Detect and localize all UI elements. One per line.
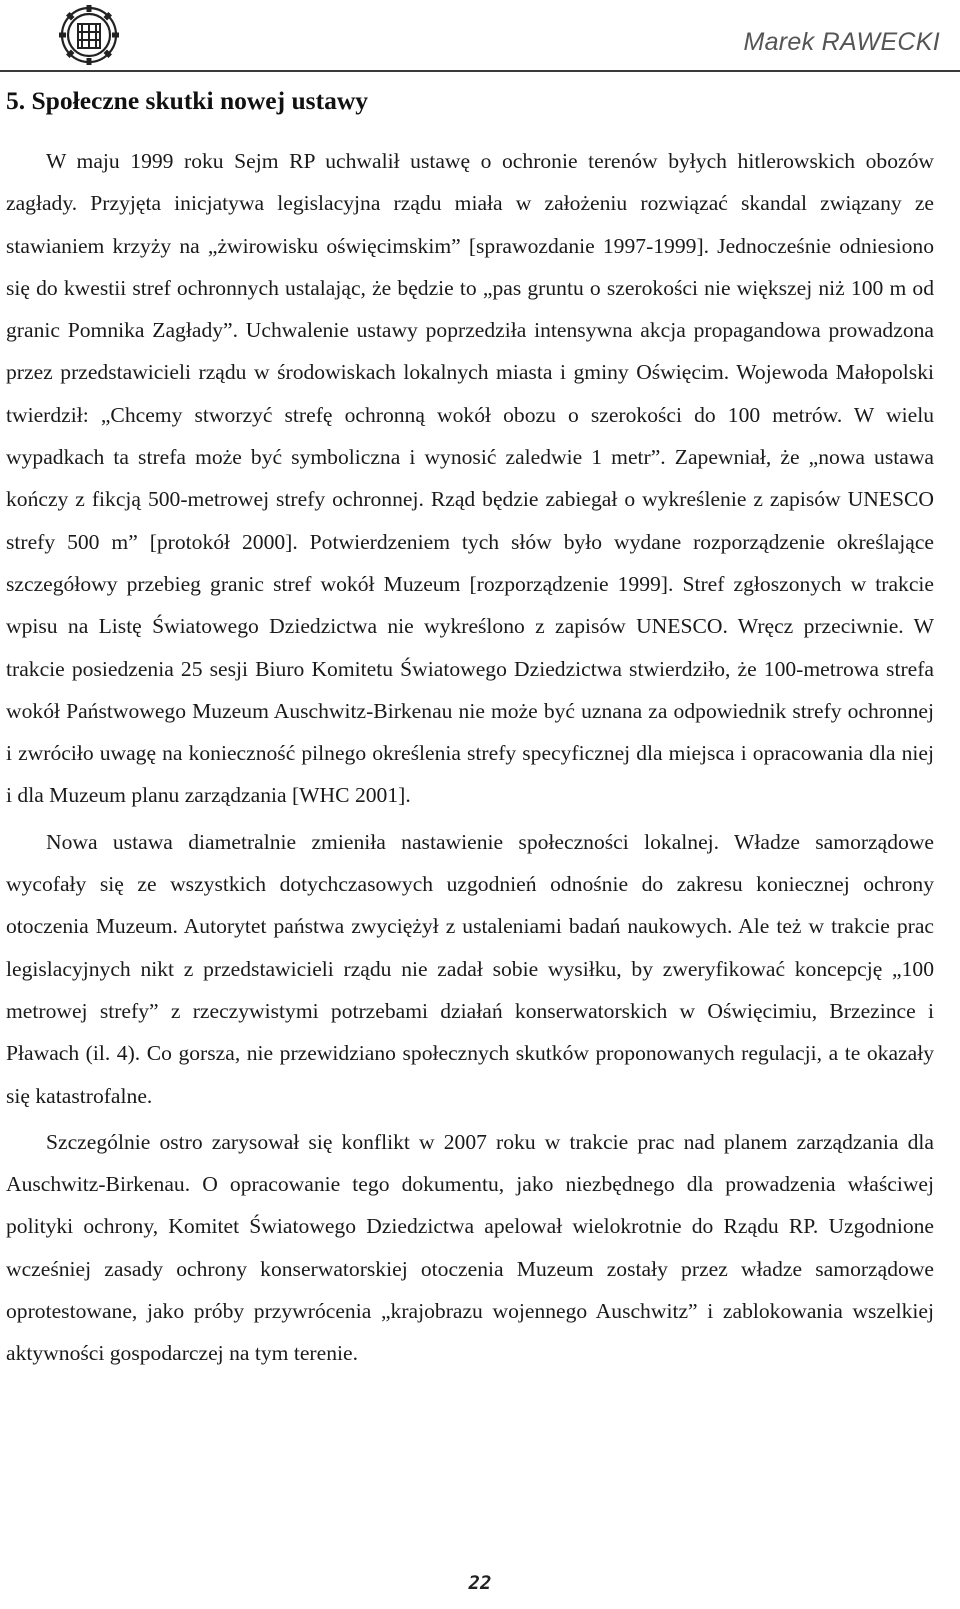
document-body [6,140,934,1375]
gear-emblem-icon [58,4,120,66]
paragraph-2: Nowa ustawa diametralnie zmieniła nastawienie społeczności lokalnej. Władze samorządowe wycofały się ze wszystkich dotychczasowych uzgodnień odnośnie do zakresu koniecznej ochrony otoczenia Muzeum. Autorytet państwa zwyciężył z ustaleniami badań naukowych. Ale też w trakcie prac legislacyjnych nikt z przedstawicieli rządu nie zadał sobie wysiłku, by zweryfikować koncepcję „100 metrowej strefy” z rzeczywistymi potrzebami działań konserwatorskich w Oświęcimiu, Brzezince i Pławach (il. 4). Co gorsza, nie przewidziano społecznych skutków proponowanych regulacji, a te okazały się katastrofalne. [6,829,934,1108]
paragraph-3: Szczególnie ostro zarysował się konflikt w 2007 roku w trakcie prac nad planem zarządzania dla Auschwitz-Birkenau. O opracowanie tego dokumentu, jako niezbędnego dla prowadzenia właściwej polityki ochrony, Komitet Światowego Dziedzictwa apelował wielokrotnie do Rządu RP. Uzgodnione wcześniej zasady ochrony konserwatorskiej otoczenia Muzeum zostały przez władze samorządowe oprotestowane, jako próby przywrócenia „krajobrazu wojennego Auschwitz” i zablokowania wszelkiej aktywności gospodarczej na tym terenie. [6,1129,934,1366]
paragraph-1: W maju 1999 roku Sejm RP uchwalił ustawę o ochronie terenów byłych hitlerowskich obozów zagłady. Przyjęta inicjatywa legislacyjna rządu miała w założeniu rozwiązać skandal związany ze stawianiem krzyży na „żwirowisku oświęcimskim” [sprawozdanie 1997-1999]. Jednocześnie odniesiono się do kwestii stref ochronnych ustalając, że będzie to „pas gruntu o szerokości nie większej niż 100 m od granic Pomnika Zagłady”. Uchwalenie ustawy poprzedziła intensywna akcja propagandowa prowadzona przez przedstawicieli rządu w środowiskach lokalnych miasta i gminy Oświęcim. Wojewoda Małopolski twierdził: „Chcemy stworzyć strefę ochronną wokół obozu o szerokości do 100 metrów. W wielu wypadkach ta strefa może być symboliczna i wynosić zaledwie 1 metr”. Zapewniał, że „nowa ustawa kończy z fikcją 500-metrowej strefy ochronnej. Rząd będzie zabiegał o wykreślenie z zapisów UNESCO strefy 500 m” [protokół 2000]. Potwierdzeniem tych słów było wydane rozporządzenie określające szczegółowy przebieg granic stref wokół Muzeum [rozporządzenie 1999]. Stref zgłoszonych w trakcie wpisu na Listę Światowego Dziedzictwa nie wykreślono z zapisów UNESCO. Wręcz przeciwnie. W trakcie posiedzenia 25 sesji Biuro Komitetu Światowego Dziedzictwa stwierdziło, że 100-metrowa strefa wokół Państwowego Muzeum Auschwitz-Birkenau nie może być uznana za odpowiednik strefy ochronnej i zwróciło uwagę na konieczność pilnego określenia strefy specyficznej dla miejsca i opracowania dla niej i dla Muzeum planu zarządzania [WHC 2001]. [6,149,934,808]
header-rule [0,70,960,72]
page-number: 22 [468,1572,492,1594]
author-name: Marek RAWECKI [743,28,940,56]
section-title: 5. Społeczne skutki nowej ustawy [6,86,368,115]
page-header [0,0,960,75]
